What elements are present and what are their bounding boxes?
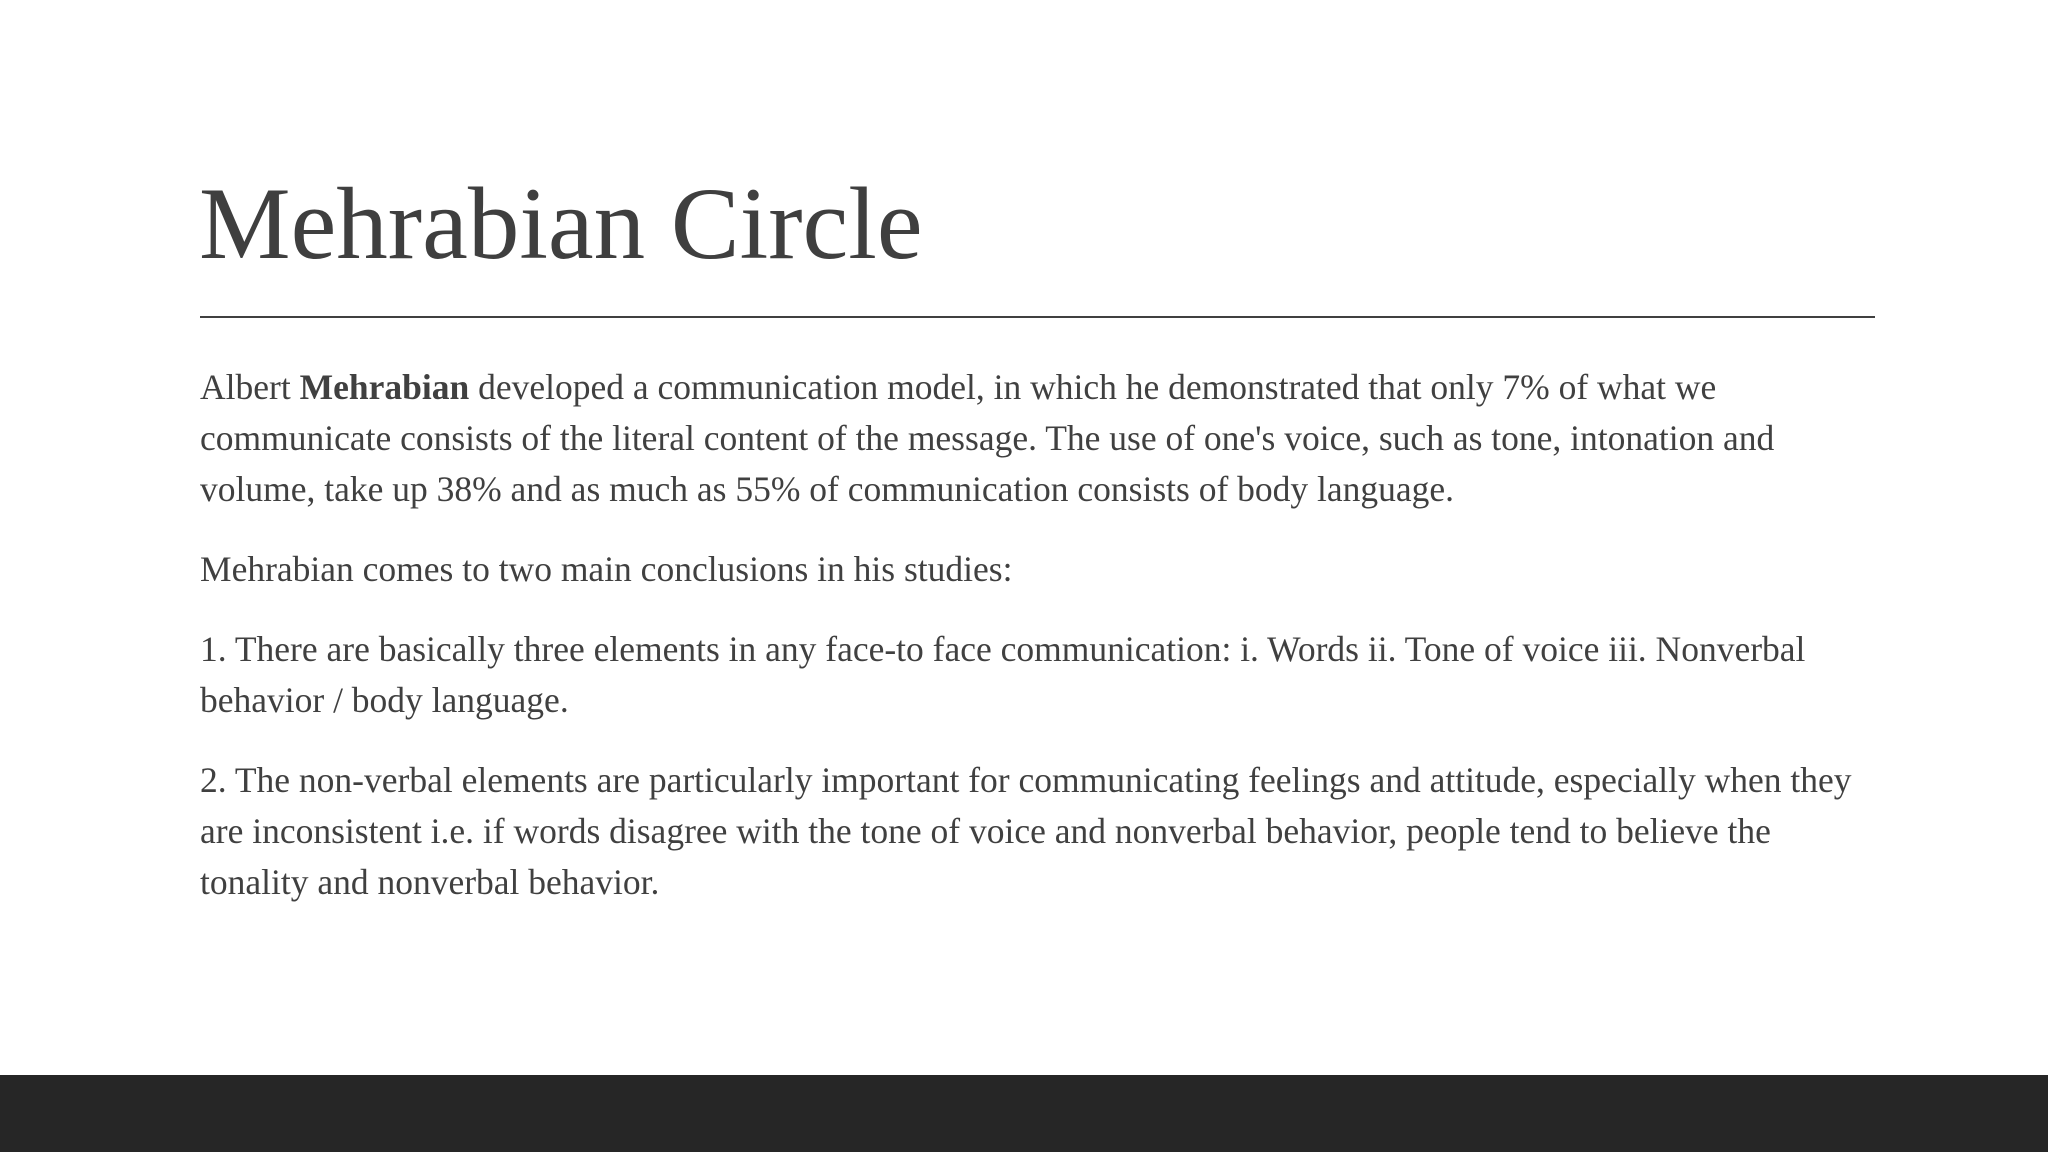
paragraph-mehrabian-model: [200, 362, 1880, 515]
paragraph-conclusion-two: 2. The non-verbal elements are particularly important for communicating feelings and attitude, especially when they are inconsistent i.e. if words disagree with the tone of voice and nonverbal behavior, people tend to believe the tonality and nonverbal behavior.: [200, 760, 1852, 902]
slide-body: [200, 362, 1880, 937]
paragraph-conclusion-one: 1. There are basically three elements in any face-to face communication: i. Words ii. Tone of voice iii. Nonverbal behavior / body language.: [200, 629, 1806, 720]
paragraph-lead-text: Albert: [200, 367, 300, 407]
footer-bar: [0, 1075, 2048, 1152]
slide-title: Mehrabian Circle: [199, 167, 923, 281]
paragraph-rest-text: developed a communication model, in which he demonstrated that only 7% of what we communicate consists of the literal content of the message. The use of one's voice, such as tone, intonation and volume, take up 38% and as much as 55% of communication consists of body language.: [200, 367, 1775, 509]
title-divider: [200, 316, 1875, 318]
bold-name-text: Mehrabian: [299, 367, 470, 407]
paragraph-conclusions-intro: Mehrabian comes to two main conclusions in his studies:: [200, 549, 1013, 589]
